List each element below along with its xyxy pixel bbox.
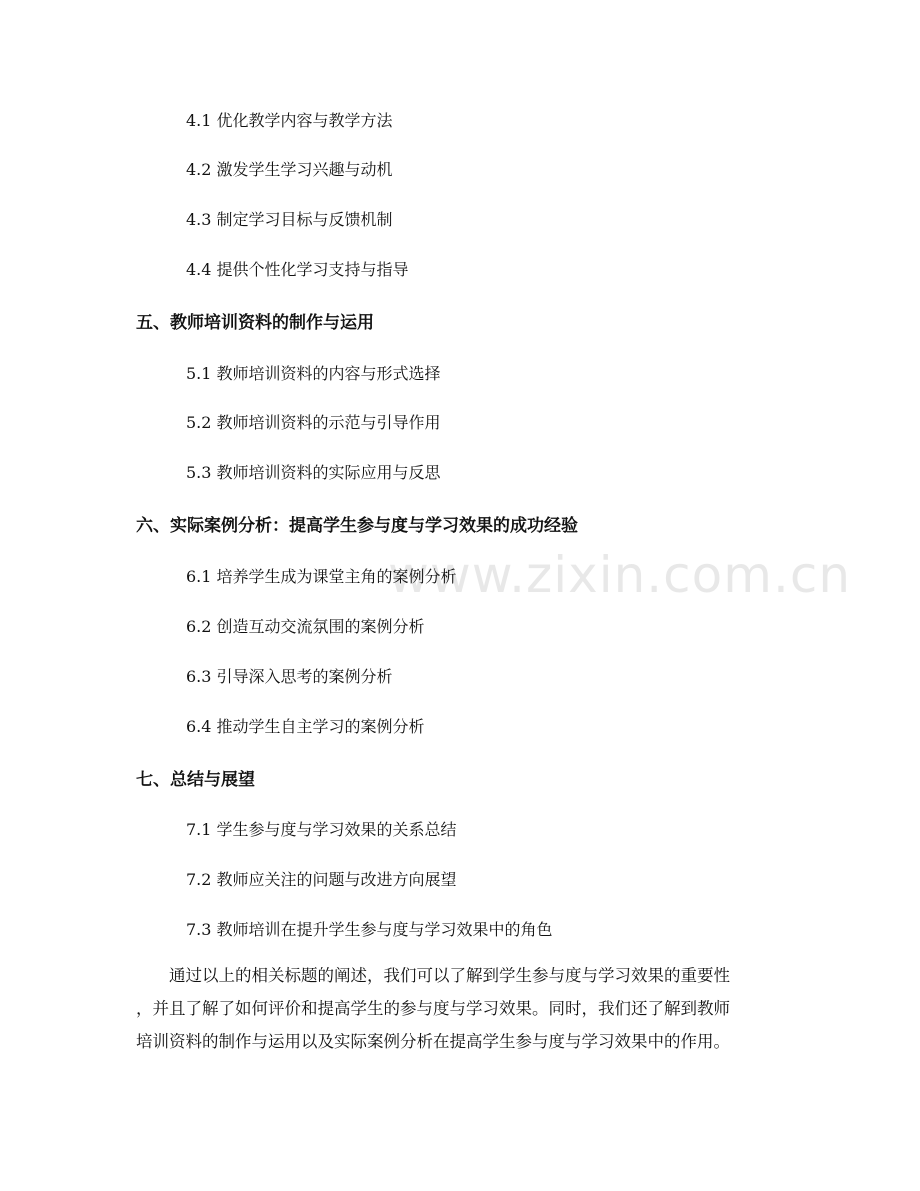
- toc-item-4-2: 4.2 激发学生学习兴趣与动机: [186, 160, 393, 179]
- toc-item-4-1: 4.1 优化教学内容与教学方法: [186, 111, 393, 130]
- toc-item-7-2: 7.2 教师应关注的问题与改进方向展望: [186, 870, 457, 889]
- toc-item-6-2: 6.2 创造互动交流氛围的案例分析: [186, 617, 425, 636]
- toc-item-4-4: 4.4 提供个性化学习支持与指导: [186, 260, 409, 279]
- toc-item-7-3: 7.3 教师培训在提升学生参与度与学习效果中的角色: [186, 920, 553, 939]
- toc-item-6-1: 6.1 培养学生成为课堂主角的案例分析: [186, 567, 457, 586]
- toc-item-6-3: 6.3 引导深入思考的案例分析: [186, 667, 393, 686]
- section-heading-6: 六、实际案例分析：提高学生参与度与学习效果的成功经验: [136, 516, 578, 536]
- watermark: www.zixin.com.cn: [388, 546, 852, 604]
- section-heading-5: 五、教师培训资料的制作与运用: [136, 313, 374, 333]
- toc-item-6-4: 6.4 推动学生自主学习的案例分析: [186, 717, 425, 736]
- toc-item-4-3: 4.3 制定学习目标与反馈机制: [186, 210, 393, 229]
- summary-line-2: ，并且了解了如何评价和提高学生的参与度与学习效果。同时，我们还了解到教师: [136, 999, 730, 1018]
- summary-paragraph: [136, 959, 786, 1058]
- summary-line-1: 通过以上的相关标题的阐述，我们可以了解到学生参与度与学习效果的重要性: [169, 966, 730, 985]
- toc-item-5-2: 5.2 教师培训资料的示范与引导作用: [186, 413, 441, 432]
- summary-line-3: 培训资料的制作与运用以及实际案例分析在提高学生参与度与学习效果中的作用。: [136, 1032, 730, 1051]
- toc-item-7-1: 7.1 学生参与度与学习效果的关系总结: [186, 820, 457, 839]
- toc-item-5-3: 5.3 教师培训资料的实际应用与反思: [186, 463, 441, 482]
- toc-item-5-1: 5.1 教师培训资料的内容与形式选择: [186, 364, 441, 383]
- section-heading-7: 七、总结与展望: [136, 770, 255, 790]
